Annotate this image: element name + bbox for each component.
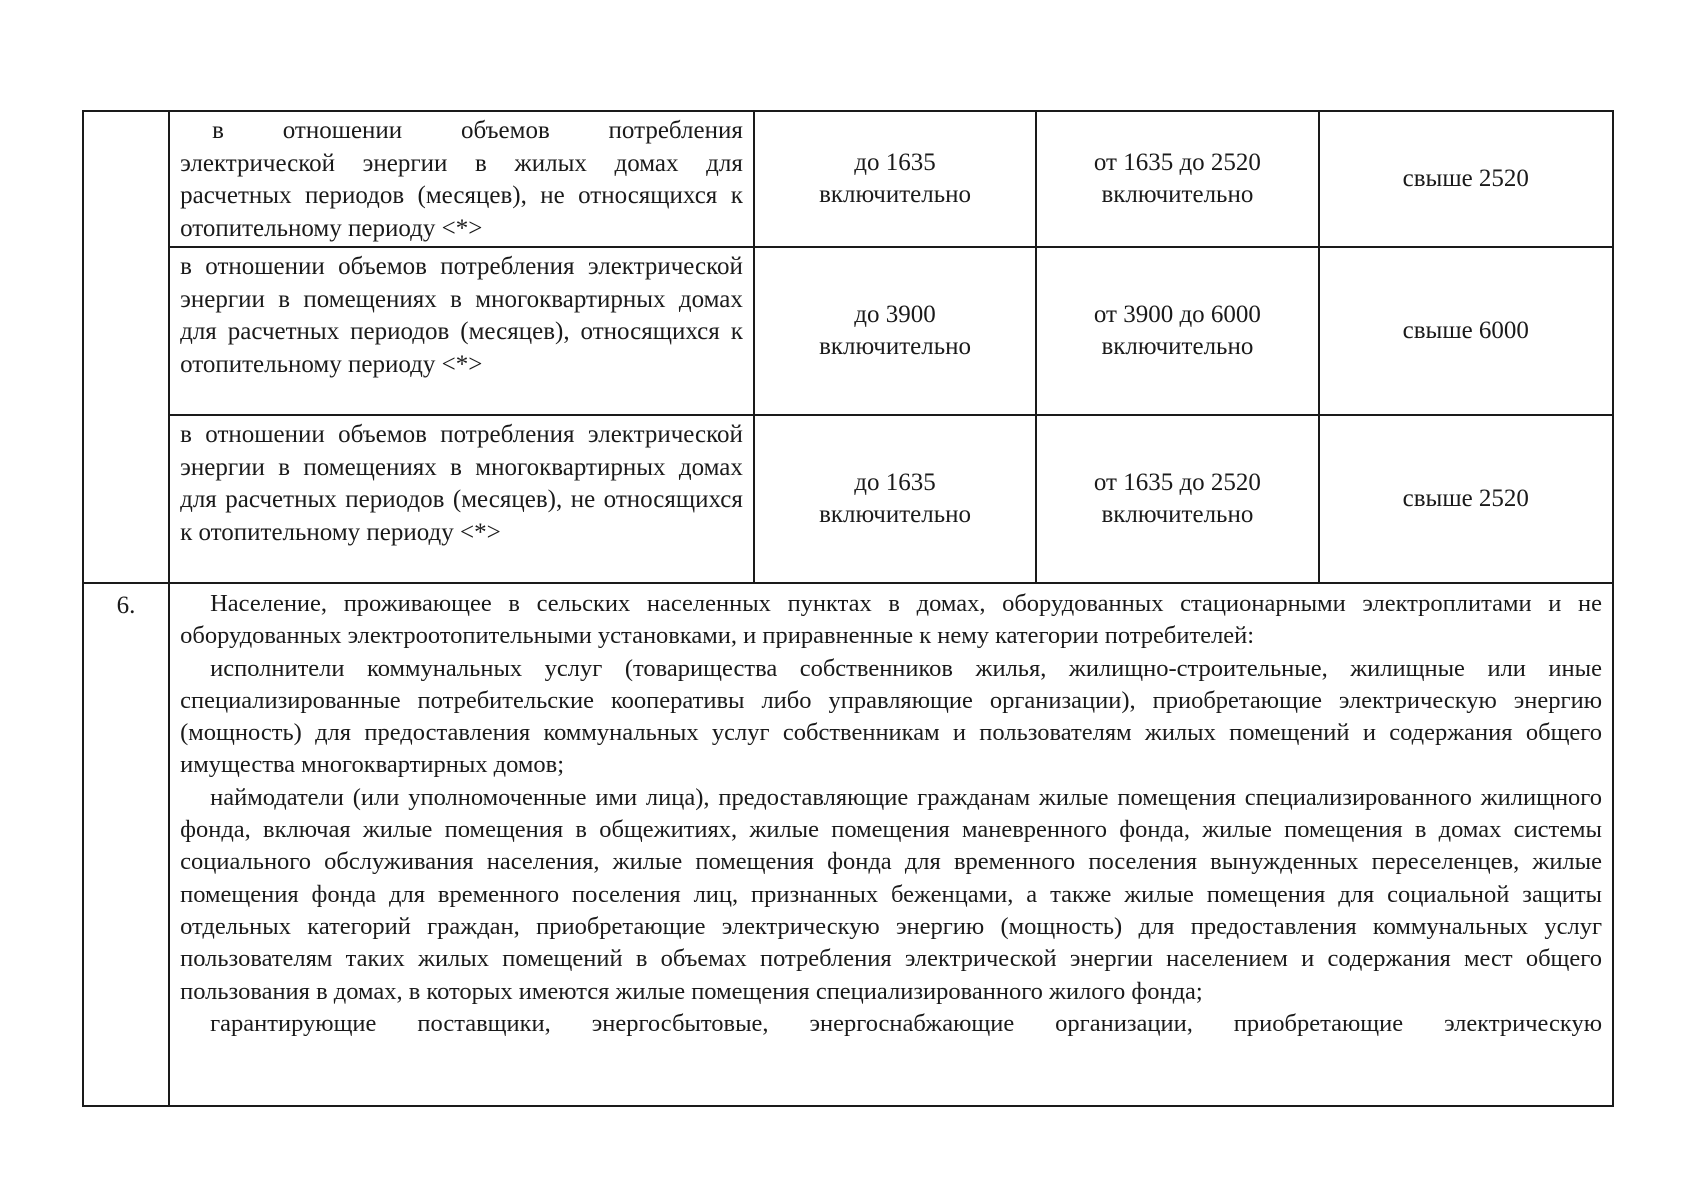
section-paragraph: наймодатели (или уполномоченные ими лица), предоставляющие гражданам жилые помещения специализированного жилищного фонда, включая жилые помещения в общежитиях, жилые помещения маневренного фонда, жилые помещения в домах системы социального обслуживания населения, жилые помещения фонда для временного поселения вынужденных переселенцев, жилые помещения фонда для временного поселения лиц, признанных беженцами, а также жилые помещения для социальной защиты отдельных категорий граждан, приобретающие электрическую энергию (мощность) для предоставления коммунальных услуг пользователям таких жилых помещений в объемах потребления электрической энергии населением и содержания мест общего пользования в домах, в которых имеются жилые помещения специализированного жилого фонда; xyxy=(180,783,1602,1005)
range-high-value: свыше 2520 xyxy=(1402,165,1529,192)
range-mid-cell xyxy=(1036,415,1318,583)
section-paragraph: гарантирующие поставщики, энергосбытовые, энергоснабжающие организации, приобретающие электрическую xyxy=(210,1009,1602,1037)
section-paragraph: Население, проживающее в сельских населенных пунктах в домах, оборудованных стационарными электроплитами и не оборудованных электроотопительными установками, и приравненные к нему категории потребителей: xyxy=(180,590,1602,650)
range-low-cell xyxy=(754,247,1036,415)
range-mid-value: от 1635 до 2520 xyxy=(1093,149,1261,176)
consumption-description: в отношении объемов потребления электрической энергии в помещениях в многоквартирных домах для расчетных периодов (месяцев), относящихся к отопительному периоду <*> xyxy=(180,253,743,378)
range-mid-value: от 3900 до 6000 xyxy=(1093,301,1261,328)
row-number-cell-empty xyxy=(83,111,169,583)
consumption-description: в отношении объемов потребления электрической энергии в помещениях в многоквартирных домах для расчетных периодов (месяцев), не относящихся к отопительному периоду <*> xyxy=(180,421,743,546)
consumption-description-cell xyxy=(169,247,754,415)
consumption-description-cell xyxy=(169,415,754,583)
row-number: 6. xyxy=(116,592,136,619)
section-text-cell xyxy=(169,583,1613,1106)
range-mid-cell xyxy=(1036,111,1318,247)
table-row xyxy=(83,247,1613,415)
range-high-cell xyxy=(1319,415,1613,583)
row-number-cell xyxy=(83,583,169,1106)
range-mid-cell xyxy=(1036,247,1318,415)
range-low-value: до 1635 xyxy=(854,149,936,176)
consumption-description: в отношении объемов потребления электрической энергии в жилых домах для расчетных периодов (месяцев), не относящихся к отопительному периоду <*> xyxy=(180,117,743,242)
range-mid-suffix: включительно xyxy=(1101,501,1254,528)
range-low-suffix: включительно xyxy=(819,333,971,360)
table-row xyxy=(83,415,1613,583)
range-high-value: свыше 6000 xyxy=(1402,317,1529,344)
range-high-value: свыше 2520 xyxy=(1402,485,1529,512)
table-row xyxy=(83,111,1613,247)
section-paragraph: исполнители коммунальных услуг (товарищества собственников жилья, жилищно-строительные, жилищные или иные специализированные потребительские кооперативы либо управляющие организации), приобретающие электрическую энергию (мощность) для предоставления коммунальных услуг собственникам и пользователям жилых помещений и содержания общего имущества многоквартирных домов; xyxy=(180,654,1602,779)
range-mid-value: от 1635 до 2520 xyxy=(1093,469,1261,496)
range-mid-suffix: включительно xyxy=(1101,333,1254,360)
range-low-cell xyxy=(754,111,1036,247)
consumption-description-cell xyxy=(169,111,754,247)
range-low-suffix: включительно xyxy=(819,181,971,208)
range-low-value: до 3900 xyxy=(854,301,936,328)
tariff-table xyxy=(82,110,1614,1107)
range-low-cell xyxy=(754,415,1036,583)
range-low-value: до 1635 xyxy=(854,469,936,496)
table-row-section-6 xyxy=(83,583,1613,1106)
range-high-cell xyxy=(1319,111,1613,247)
range-mid-suffix: включительно xyxy=(1101,181,1254,208)
range-low-suffix: включительно xyxy=(819,501,971,528)
range-high-cell xyxy=(1319,247,1613,415)
